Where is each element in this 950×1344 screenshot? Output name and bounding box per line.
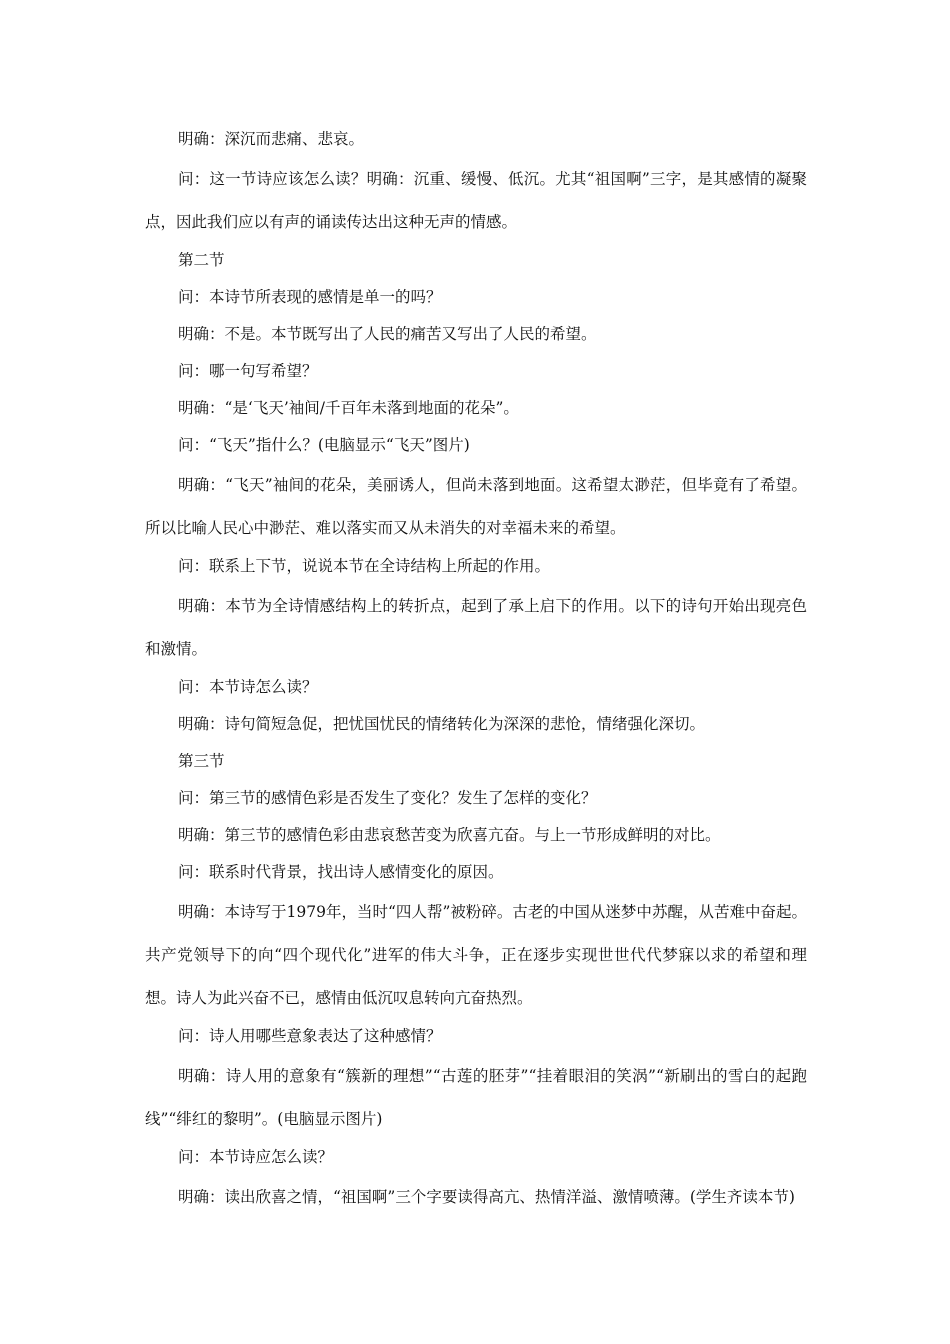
- paragraph: 明确：不是。本节既写出了人民的痛苦又写出了人民的希望。: [178, 325, 597, 343]
- paragraph: 明确：读出欣喜之情，“祖国啊”三个字要读得高亢、热情洋溢、激情喷薄。(学生齐读本节): [178, 1188, 795, 1206]
- paragraph: 明确：深沉而悲痛、悲哀。: [178, 130, 365, 148]
- section-heading: 第二节: [178, 251, 225, 269]
- paragraph: 问：本节诗怎么读？: [178, 678, 318, 696]
- paragraph: 问：联系时代背景，找出诗人感情变化的原因。: [178, 863, 504, 881]
- paragraph: 问：哪一句写希望？: [178, 362, 318, 380]
- paragraph: 问：这一节诗应该怎么读？明确：沉重、缓慢、低沉。尤其“祖国啊”三字，是其感情的凝聚点，因此我们应以有声的诵读传达出这种无声的情感。: [145, 170, 807, 231]
- paragraph: 问：本诗节所表现的感情是单一的吗？: [178, 288, 442, 306]
- paragraph: 问：“飞天”指什么？(电脑显示“飞天”图片): [178, 436, 470, 454]
- paragraph: 问：联系上下节，说说本节在全诗结构上所起的作用。: [178, 557, 551, 575]
- paragraph: 明确：本节为全诗情感结构上的转折点，起到了承上启下的作用。以下的诗句开始出现亮色和激情。: [145, 597, 807, 658]
- paragraph: 问：第三节的感情色彩是否发生了变化？发生了怎样的变化？: [178, 789, 597, 807]
- paragraph: 明确：第三节的感情色彩由悲哀愁苦变为欣喜亢奋。与上一节形成鲜明的对比。: [178, 826, 721, 844]
- paragraph: 明确：诗人用的意象有“簇新的理想”“古莲的胚芽”“挂着眼泪的笑涡”“新刷出的雪白的起跑线”“绯红的黎明”。(电脑显示图片): [145, 1067, 807, 1128]
- paragraph: 明确：“飞天”袖间的花朵，美丽诱人，但尚未落到地面。这希望太渺茫，但毕竟有了希望。所以比喻人民心中渺茫、难以落实而又从未消失的对幸福未来的希望。: [145, 476, 807, 537]
- section-heading: 第三节: [178, 752, 225, 770]
- document-body: [145, 121, 807, 1217]
- paragraph: 问：诗人用哪些意象表达了这种感情？: [178, 1027, 442, 1045]
- paragraph: 明确：本诗写于1979年，当时“四人帮”被粉碎。古老的中国从迷梦中苏醒，从苦难中奋起。共产党领导下的向“四个现代化”进军的伟大斗争，正在逐步实现世世代代梦寐以求的希望和理想。诗人为此兴奋不已，感情由低沉叹息转向亢奋热烈。: [145, 903, 807, 1007]
- paragraph: 明确：“是‘飞天’袖间/千百年未落到地面的花朵”。: [178, 399, 519, 417]
- paragraph: 问：本节诗应怎么读？: [178, 1148, 334, 1166]
- paragraph: 明确：诗句简短急促，把忧国忧民的情绪转化为深深的悲怆，情绪强化深切。: [178, 715, 706, 733]
